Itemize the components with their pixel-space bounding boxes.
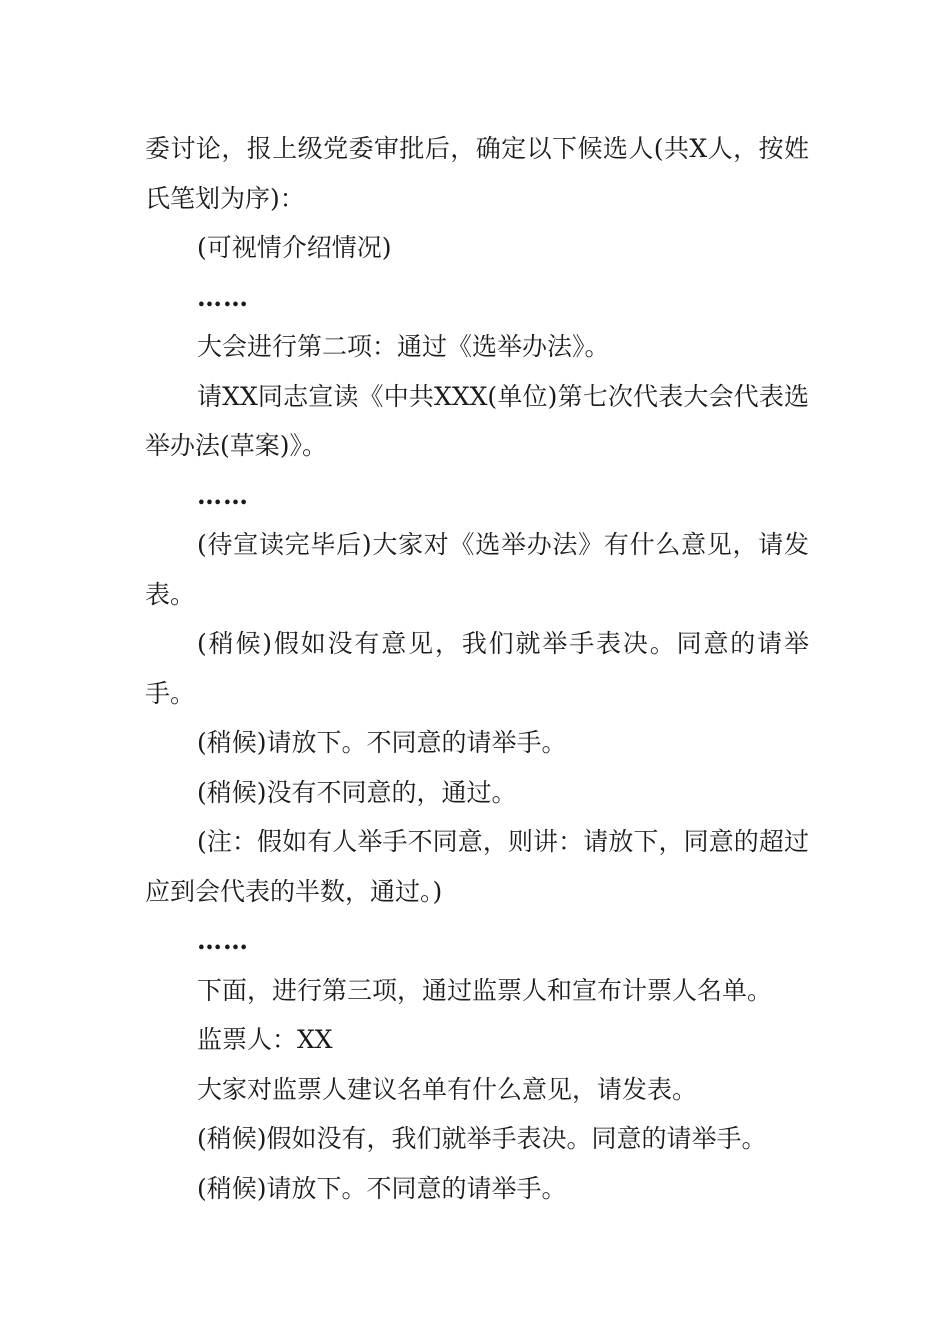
paragraph-item-three: 下面，进行第三项，通过监票人和宣布计票人名单。 [197,975,773,1005]
paragraph-ask-opinions: (待宣读完毕后)大家对《选举办法》有什么意见，请发表。 [145,530,809,609]
paragraph-scrutineer-opinions: 大家对监票人建议名单有什么意见，请发表。 [197,1074,698,1104]
ellipsis-separator: …… [197,282,249,312]
paragraph-item-two: 大会进行第二项：通过《选举办法》。 [197,332,610,361]
paragraph-vote-disagree: (稍候)请放下。不同意的请举手。 [197,728,567,757]
document-body [145,124,809,1213]
ellipsis-separator: …… [197,926,249,955]
paragraph-vote-agree: (稍候)假如没有意见，我们就举手表决。同意的请举手。 [145,629,809,708]
paragraph-passed: (稍候)没有不同意的，通过。 [197,777,517,807]
paragraph-candidates-intro: 委讨论，报上级党委审批后，确定以下候选人(共X人，按姓氏笔划为序)： [145,134,809,213]
paragraph-note-introduce: (可视情介绍情况) [197,233,392,262]
paragraph-read-draft: 请XX同志宣读《中共XXX(单位)第七次代表大会代表选举办法(草案)》。 [145,381,809,460]
paragraph-scrutineer: 监票人：XX [197,1025,333,1054]
paragraph-scrutineer-vote-agree: (稍候)假如没有，我们就举手表决。同意的请举手。 [197,1124,767,1153]
ellipsis-separator: …… [197,480,249,510]
paragraph-scrutineer-vote-disagree: (稍候)请放下。不同意的请举手。 [197,1173,567,1203]
paragraph-note-majority: (注：假如有人举手不同意，则讲：请放下，同意的超过应到会代表的半数，通过。) [145,827,809,906]
